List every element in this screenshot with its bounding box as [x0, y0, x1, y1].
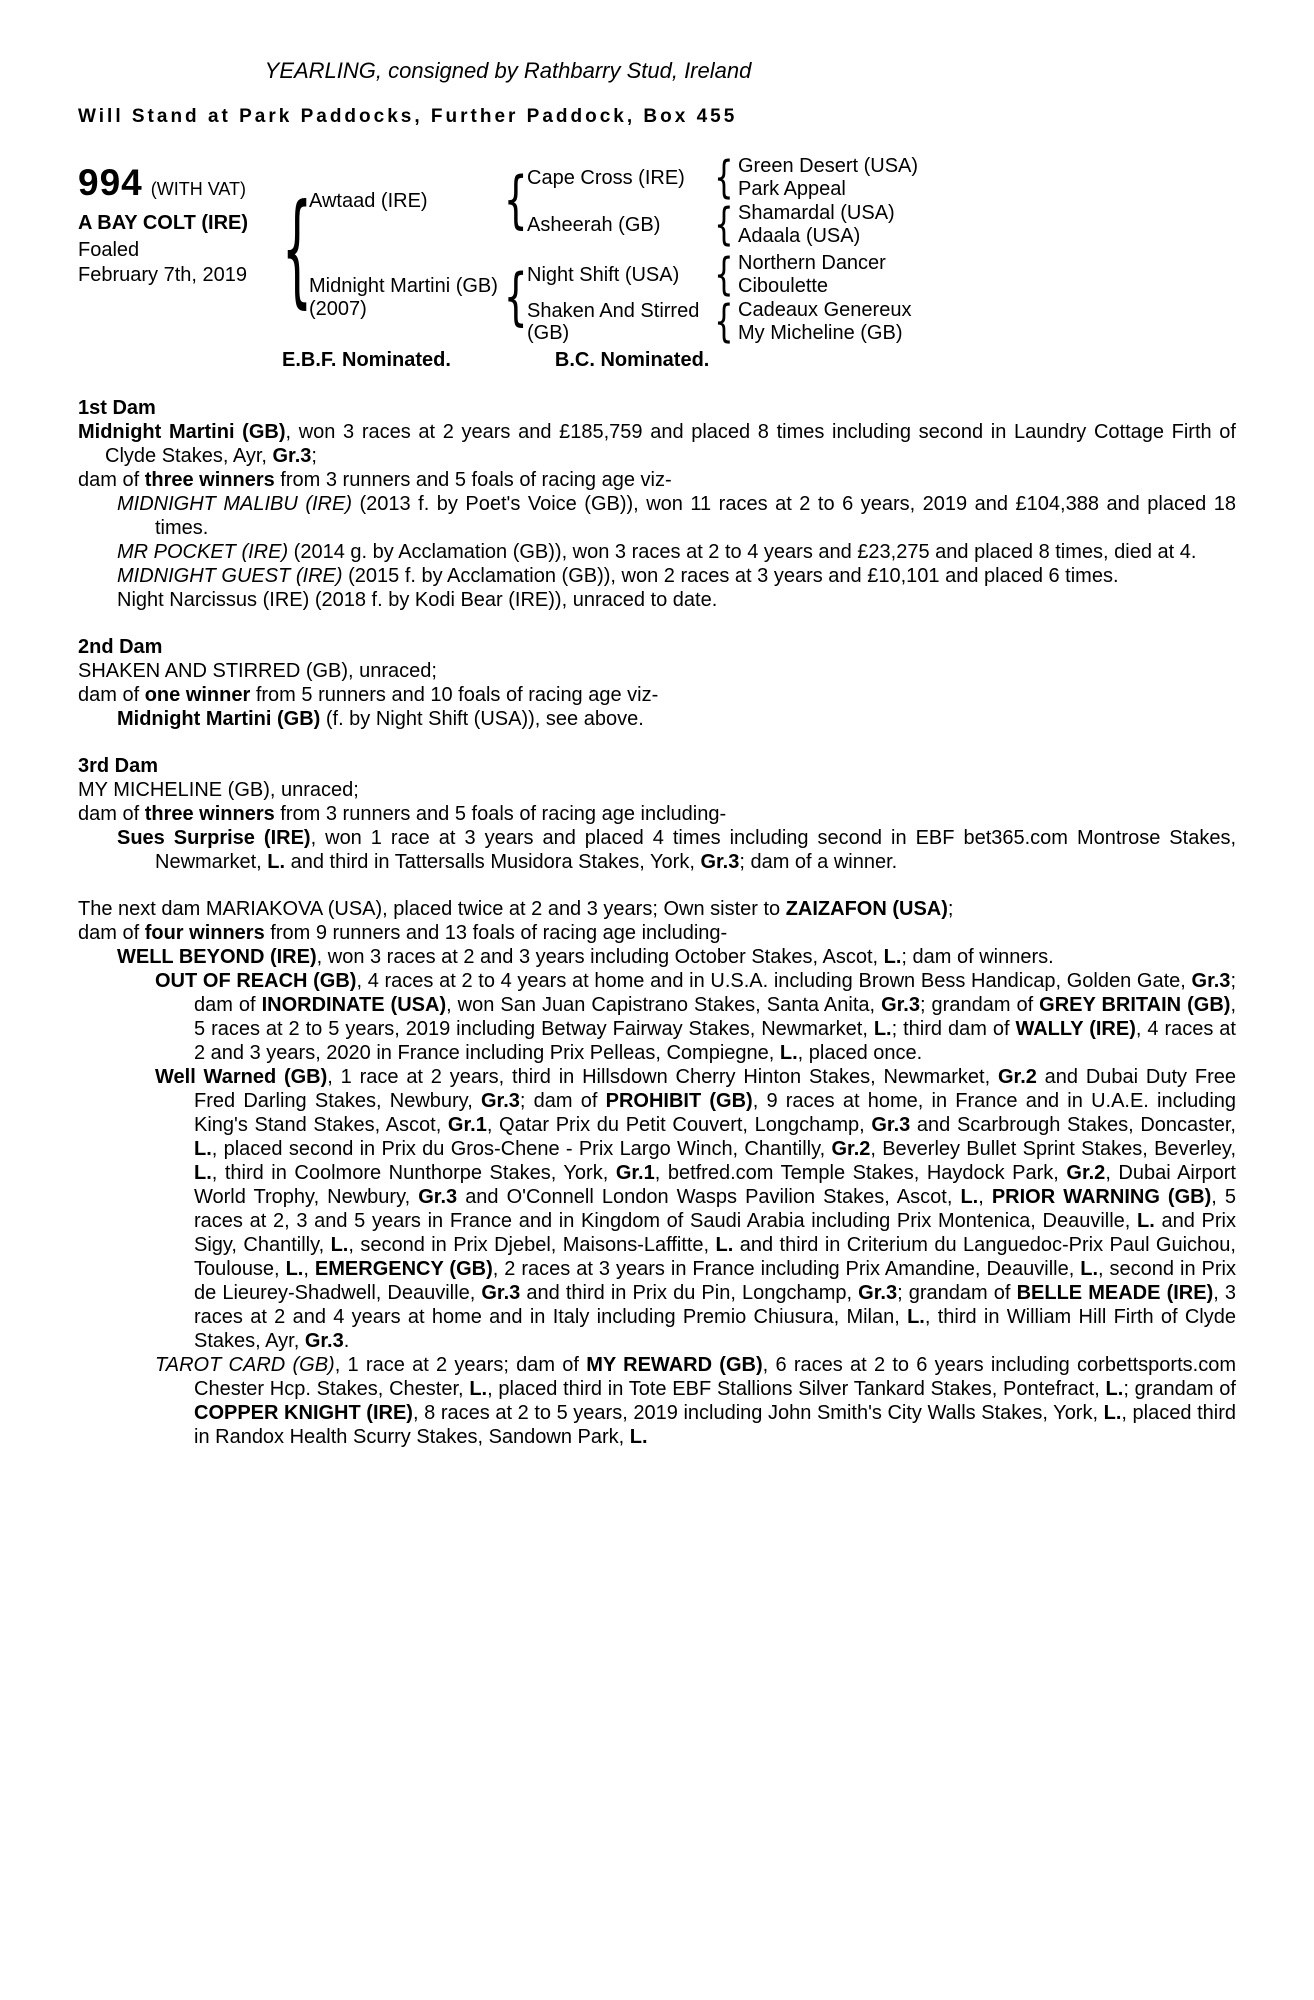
- granddam-name: Shaken And Stirred (GB): [527, 299, 700, 344]
- text-run: , 3 races at 2 and 4 years at home and in Italy including Premio Chiusura, Milan,: [194, 1282, 1237, 1328]
- text-run: MY REWARD (GB): [586, 1354, 763, 1376]
- dam-branch: [309, 251, 918, 345]
- text-run: L.: [285, 1258, 304, 1280]
- text-run: L.: [883, 946, 902, 968]
- pedigree-paragraph: [78, 420, 1236, 468]
- text-run: , 4 races at 2 and 3 years, 2020 in France including Prix Pelleas, Compiegne,: [194, 1018, 1236, 1064]
- pedigree-paragraph: [78, 921, 1236, 945]
- text-run: , 9 races at home, in France and in U.A.E. including King's Stand Stakes, Ascot,: [194, 1090, 1237, 1136]
- text-run: , won 3 races at 2 and 3 years including October Stakes, Ascot,: [316, 946, 884, 968]
- stand-location-line: Will Stand at Park Paddocks, Further Paddock, Box 455: [78, 106, 738, 127]
- text-run: L.: [267, 851, 286, 873]
- text-run: L.: [873, 1018, 892, 1040]
- great-granddam-name: Adaala (USA): [738, 224, 861, 247]
- text-run: , 5 races at 2 to 5 years, 2019 including Betway Fairway Stakes, Newmarket,: [194, 994, 1236, 1040]
- great-granddam-name: My Micheline (GB): [738, 321, 903, 344]
- text-run: (2014 g. by Acclamation (GB)), won 3 races at 2 to 4 years and £23,275 and placed 8 times, died at 4.: [288, 541, 1197, 563]
- text-run: and Dubai Duty Free Fred Darling Stakes, Newbury,: [194, 1066, 1236, 1112]
- pedigree-paragraph: [78, 707, 1236, 731]
- text-run: Gr.3: [481, 1282, 521, 1304]
- text-run: dam of: [78, 684, 145, 706]
- text-run: Gr.2: [1066, 1162, 1106, 1184]
- grandsire-name: Cape Cross (IRE): [527, 166, 685, 189]
- pedigree-paragraph: [78, 969, 1236, 1065]
- text-run: , 1 race at 2 years; dam of: [334, 1354, 587, 1376]
- dam-section: [78, 635, 1236, 731]
- text-run: , 6 races at 2 to 6 years including corbettsports.com Chester Hcp. Stakes, Chester,: [194, 1354, 1236, 1400]
- lot-vat-note: (WITH VAT): [150, 179, 247, 199]
- text-run: ; third dam of: [891, 1018, 1016, 1040]
- text-run: , 8 races at 2 to 5 years, 2019 including John Smith's City Walls Stakes, York,: [412, 1402, 1104, 1424]
- text-run: ; grandam of: [1123, 1378, 1236, 1400]
- text-run: , 2 races at 3 years in France including Prix Amandine, Deauville,: [492, 1258, 1081, 1280]
- dam-name-block: [309, 275, 505, 321]
- text-run: , placed third in Randox Health Scurry Stakes, Sandown Park,: [194, 1402, 1236, 1448]
- pedigree-paragraph: [78, 659, 1236, 683]
- great-grandsire-name: Shamardal (USA): [738, 201, 895, 224]
- text-run: PROHIBIT (GB): [605, 1090, 753, 1112]
- text-run: three winners: [144, 803, 275, 825]
- pedigree-paragraph: [78, 492, 1236, 540]
- text-run: MR POCKET (IRE): [117, 541, 289, 563]
- granddam-unit: [527, 201, 918, 248]
- text-run: , 5 races at 2, 3 and 5 years in France and in Kingdom of Saudi Arabia including Prix Montenica, Deauville,: [194, 1186, 1236, 1232]
- pedigree-table: [78, 154, 1236, 345]
- text-run: INORDINATE (USA): [261, 994, 447, 1016]
- text-run: PRIOR WARNING (GB): [991, 1186, 1212, 1208]
- text-run: Night Narcissus (IRE) (2018 f. by Kodi Bear (IRE)), unraced to date.: [117, 589, 718, 611]
- text-run: L.: [629, 1426, 648, 1448]
- text-run: Gr.1: [447, 1114, 487, 1136]
- text-run: L.: [330, 1234, 349, 1256]
- text-run: BELLE MEADE (IRE): [1016, 1282, 1214, 1304]
- text-run: ,: [303, 1258, 315, 1280]
- text-run: , placed third in Tote EBF Stallions Silver Tankard Stakes, Pontefract,: [487, 1378, 1106, 1400]
- text-run: Gr.1: [615, 1162, 655, 1184]
- great-grandsire-name: Northern Dancer: [738, 251, 886, 274]
- text-run: (2015 f. by Acclamation (GB)), won 2 races at 3 years and £10,101 and placed 6 times.: [342, 565, 1119, 587]
- text-run: L.: [960, 1186, 979, 1208]
- dam-heading: 1st Dam: [78, 397, 156, 419]
- text-run: COPPER KNIGHT (IRE): [194, 1402, 413, 1424]
- text-run: OUT OF REACH (GB): [155, 970, 357, 992]
- text-run: ,: [978, 1186, 992, 1208]
- text-run: WALLY (IRE): [1015, 1018, 1136, 1040]
- text-run: SHAKEN AND STIRRED (GB), unraced;: [78, 660, 437, 682]
- text-run: L.: [1080, 1258, 1099, 1280]
- sire-branch: [309, 154, 918, 248]
- text-run: L.: [194, 1162, 212, 1184]
- text-run: TAROT CARD (GB): [155, 1354, 335, 1376]
- pedigree-brace-icon: [713, 208, 735, 242]
- text-run: Gr.3: [480, 1090, 520, 1112]
- text-run: , won 3 races at 2 years and £185,759 and placed 8 times including second in Laundry Cottage Firth of Clyde Stakes, Ayr,: [105, 421, 1236, 467]
- text-run: dam of: [78, 922, 145, 944]
- great-grandsire-name: Cadeaux Genereux: [738, 298, 912, 321]
- pedigree-paragraph: [78, 802, 1236, 826]
- text-run: , placed second in Prix du Gros-Chene - Prix Largo Winch, Chantilly,: [211, 1138, 832, 1160]
- text-run: , Beverley Bullet Sprint Stakes, Beverley,: [870, 1138, 1236, 1160]
- text-run: The next dam MARIAKOVA (USA), placed twice at 2 and 3 years; Own sister to: [78, 898, 786, 920]
- text-run: Gr.3: [858, 1282, 898, 1304]
- granddam-name: Asheerah (GB): [527, 213, 661, 236]
- text-run: and Prix Sigy, Chantilly,: [194, 1210, 1236, 1256]
- text-run: dam of: [78, 803, 145, 825]
- lot-number: 994: [78, 162, 143, 203]
- text-run: ; dam of winners.: [901, 946, 1054, 968]
- pedigree-paragraph: [78, 826, 1236, 874]
- text-run: .: [343, 1330, 350, 1352]
- text-run: L.: [1103, 1402, 1122, 1424]
- text-run: Gr.3: [304, 1330, 344, 1352]
- sire-name: Awtaad (IRE): [309, 189, 428, 212]
- pedigree-paragraph: [78, 897, 1236, 921]
- pedigree-paragraph: [78, 468, 1236, 492]
- text-run: ; dam of: [194, 970, 1236, 1016]
- text-run: Midnight Martini (GB): [78, 421, 286, 443]
- lot-line: [78, 164, 285, 201]
- text-run: dam of: [78, 469, 145, 491]
- text-run: , third in Coolmore Nunthorpe Stakes, York,: [211, 1162, 616, 1184]
- text-run: from 3 runners and 5 foals of racing age including-: [274, 803, 727, 825]
- dam-section: [78, 897, 1236, 1449]
- text-run: , second in Prix de Lieurey-Shadwell, Deauville,: [194, 1258, 1237, 1304]
- catalogue-sections: [78, 396, 1236, 1449]
- text-run: and third in Prix du Pin, Longchamp,: [520, 1282, 859, 1304]
- text-run: , won San Juan Capistrano Stakes, Santa Anita,: [446, 994, 882, 1016]
- text-run: and O'Connell London Wasps Pavilion Stakes, Ascot,: [457, 1186, 961, 1208]
- dam-section: [78, 396, 1236, 612]
- dam-heading: 2nd Dam: [78, 636, 163, 658]
- text-run: one winner: [144, 684, 251, 706]
- pedigree-paragraph: [78, 564, 1236, 588]
- pedigree-generations: [309, 154, 918, 345]
- text-run: , 4 races at 2 to 4 years at home and in U.S.A. including Brown Bess Handicap, Golden Gate,: [356, 970, 1192, 992]
- pedigree-brace-icon: [505, 278, 527, 318]
- text-run: WELL BEYOND (IRE): [117, 946, 317, 968]
- text-run: from 9 runners and 13 foals of racing age including-: [264, 922, 728, 944]
- grandsire-unit: [527, 154, 918, 201]
- text-run: from 5 runners and 10 foals of racing age viz-: [250, 684, 659, 706]
- text-run: Well Warned (GB): [155, 1066, 328, 1088]
- text-run: (2013 f. by Poet's Voice (GB)), won 11 races at 2 to 6 years, 2019 and £104,388 and placed 18 times.: [155, 493, 1236, 539]
- grandsire-name: Night Shift (USA): [527, 263, 680, 286]
- text-run: L.: [469, 1378, 488, 1400]
- pedigree-paragraph: [78, 540, 1236, 564]
- text-run: and third in Criterium du Languedoc-Prix Paul Guichou, Toulouse,: [194, 1234, 1236, 1280]
- text-run: ;: [311, 445, 317, 467]
- text-run: L.: [1137, 1210, 1155, 1232]
- great-grandsire-name: Green Desert (USA): [738, 154, 919, 177]
- text-run: ; dam of: [519, 1090, 606, 1112]
- pedigree-paragraph: [78, 683, 1236, 707]
- pedigree-brace-gen1-icon: [285, 226, 309, 274]
- text-run: and Scarbrough Stakes, Doncaster,: [910, 1114, 1236, 1136]
- text-run: , Dubai Airport World Trophy, Newbury,: [194, 1162, 1236, 1208]
- text-run: Gr.3: [871, 1114, 911, 1136]
- text-run: Gr.2: [831, 1138, 871, 1160]
- bc-nomination: B.C. Nominated.: [554, 349, 710, 371]
- text-run: three winners: [144, 469, 275, 491]
- foaled-label: Foaled: [78, 239, 140, 261]
- text-run: , 1 race at 2 years, third in Hillsdown Cherry Hinton Stakes, Newmarket,: [327, 1066, 998, 1088]
- text-run: Sues Surprise (IRE): [117, 827, 311, 849]
- dam-section: [78, 754, 1236, 874]
- text-run: L.: [1105, 1378, 1124, 1400]
- text-run: Gr.3: [1191, 970, 1231, 992]
- text-run: MY MICHELINE (GB), unraced;: [78, 779, 359, 801]
- text-run: Gr.2: [997, 1066, 1037, 1088]
- text-run: , second in Prix Djebel, Maisons-Laffitte,: [348, 1234, 716, 1256]
- grandsire-unit: [527, 251, 911, 298]
- text-run: , third in William Hill Firth of Clyde Stakes, Ayr,: [194, 1306, 1236, 1352]
- text-run: Midnight Martini (GB): [117, 708, 321, 730]
- pedigree-paragraph: [78, 945, 1236, 969]
- ebf-nomination: E.B.F. Nominated.: [282, 349, 451, 371]
- text-run: from 3 runners and 5 foals of racing age viz-: [274, 469, 672, 491]
- dam-year: (2007): [309, 298, 367, 320]
- dam-name: Midnight Martini (GB): [309, 275, 498, 297]
- text-run: ; grandam of: [919, 994, 1040, 1016]
- text-run: , won 1 race at 3 years and placed 4 times including second in EBF bet365.com Montrose Stakes, Newmarket,: [155, 827, 1237, 873]
- lot-block: [78, 154, 285, 288]
- text-run: , placed once.: [797, 1042, 923, 1064]
- text-run: Gr.3: [700, 851, 740, 873]
- text-run: (f. by Night Shift (USA)), see above.: [320, 708, 644, 730]
- consignment-line: YEARLING, consigned by Rathbarry Stud, Ireland: [264, 58, 752, 83]
- text-run: Gr.3: [418, 1186, 458, 1208]
- text-run: ;: [947, 898, 954, 920]
- text-run: ; dam of a winner.: [739, 851, 898, 873]
- text-run: and third in Tattersalls Musidora Stakes, York,: [285, 851, 701, 873]
- text-run: EMERGENCY (GB): [314, 1258, 493, 1280]
- pedigree-brace-icon: [713, 161, 735, 195]
- horse-description: A BAY COLT (IRE): [78, 212, 249, 234]
- pedigree-paragraph: [78, 1065, 1236, 1353]
- nominations-row: [78, 349, 1236, 372]
- pedigree-paragraph: [78, 588, 1236, 612]
- great-granddam-name: Park Appeal: [738, 177, 846, 200]
- text-run: , betfred.com Temple Stakes, Haydock Park,: [654, 1162, 1067, 1184]
- text-run: MIDNIGHT GUEST (IRE): [117, 565, 343, 587]
- text-run: Gr.3: [881, 994, 920, 1016]
- dam-heading: 3rd Dam: [78, 755, 159, 777]
- text-run: L.: [715, 1234, 734, 1256]
- text-run: four winners: [144, 922, 265, 944]
- foaled-date: February 7th, 2019: [78, 264, 247, 286]
- pedigree-brace-icon: [505, 181, 527, 221]
- text-run: MIDNIGHT MALIBU (IRE): [117, 493, 353, 515]
- text-run: GREY BRITAIN (GB): [1039, 994, 1231, 1016]
- text-run: Gr.3: [272, 445, 312, 467]
- text-run: L.: [907, 1306, 925, 1328]
- text-run: L.: [779, 1042, 798, 1064]
- text-run: ; grandam of: [897, 1282, 1017, 1304]
- text-run: L.: [194, 1138, 212, 1160]
- pedigree-paragraph: [78, 778, 1236, 802]
- text-run: ZAIZAFON (USA): [785, 898, 948, 920]
- pedigree-brace-icon: [713, 258, 735, 292]
- text-run: , Qatar Prix du Petit Couvert, Longchamp,: [486, 1114, 872, 1136]
- pedigree-paragraph: [78, 1353, 1236, 1449]
- pedigree-brace-icon: [713, 305, 735, 339]
- great-granddam-name: Ciboulette: [738, 274, 829, 297]
- granddam-unit: [527, 298, 911, 345]
